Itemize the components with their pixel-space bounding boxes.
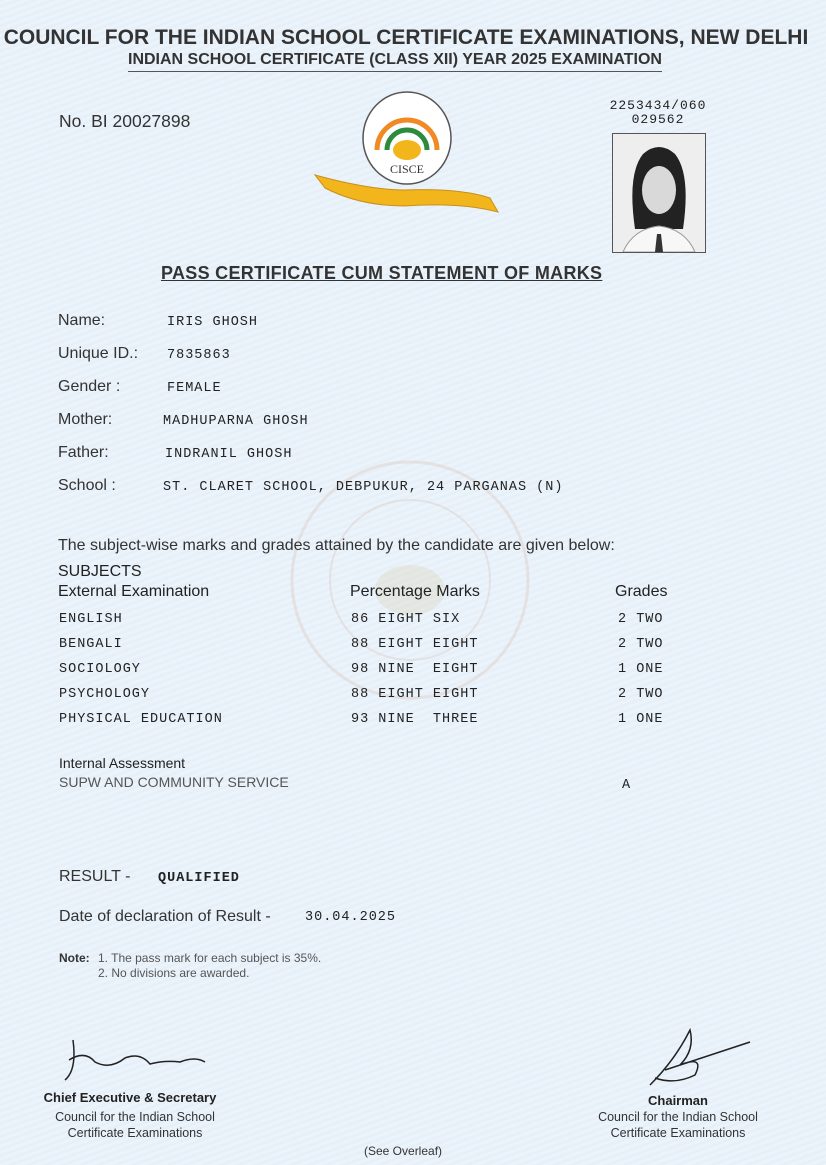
- secretary-signature: [55, 1030, 215, 1090]
- chairman-title: Chairman: [648, 1093, 708, 1108]
- subject-marks: 93 NINE THREE: [351, 712, 479, 727]
- see-overleaf: (See Overleaf): [364, 1144, 443, 1158]
- subject-grade: 2 TWO: [618, 612, 664, 627]
- subject-grade: 2 TWO: [618, 637, 664, 652]
- subject-marks: 86 EIGHT SIX: [351, 612, 461, 627]
- unique-id-value: 7835863: [167, 348, 231, 363]
- subject-name: SOCIOLOGY: [59, 662, 141, 677]
- mother-value: MADHUPARNA GHOSH: [163, 414, 309, 429]
- subject-marks: 98 NINE EIGHT: [351, 662, 479, 677]
- external-heading: External Examination: [58, 583, 210, 600]
- note-item: 1. The pass mark for each subject is 35%.: [98, 951, 322, 965]
- subject-name: BENGALI: [59, 637, 123, 652]
- chairman-org-line-2: Certificate Examinations: [610, 1126, 746, 1140]
- note-label: Note:: [59, 951, 90, 965]
- secretary-title: Chief Executive & Secretary: [43, 1090, 217, 1105]
- unique-id-label: Unique ID.:: [58, 345, 139, 362]
- secretary-org-line-1: Council for the Indian School: [55, 1110, 215, 1124]
- result-label: RESULT -: [59, 868, 131, 885]
- subject-name: PHYSICAL EDUCATION: [59, 712, 223, 727]
- father-value: INDRANIL GHOSH: [165, 447, 293, 462]
- gender-label: Gender :: [58, 378, 121, 395]
- note-item: 2. No divisions are awarded.: [98, 966, 250, 980]
- declaration-date: 30.04.2025: [305, 910, 397, 925]
- grades-heading: Grades: [615, 583, 668, 600]
- result-value: QUALIFIED: [158, 871, 240, 886]
- certificate-number: No. BI 20027898: [59, 111, 191, 131]
- internal-subject: SUPW AND COMMUNITY SERVICE: [59, 774, 289, 790]
- subject-grade: 1 ONE: [618, 712, 664, 727]
- svg-text:CISCE: CISCE: [389, 162, 425, 176]
- subject-name: PSYCHOLOGY: [59, 687, 151, 702]
- subject-grade: 1 ONE: [618, 662, 664, 677]
- secretary-org-line-2: Certificate Examinations: [67, 1126, 203, 1140]
- certificate-title: PASS CERTIFICATE CUM STATEMENT OF MARKS: [161, 263, 603, 283]
- school-label: School :: [58, 477, 116, 494]
- name-label: Name:: [58, 312, 106, 329]
- council-heading: COUNCIL FOR THE INDIAN SCHOOL CERTIFICATE EXAMINATIONS, NEW DELHI: [3, 26, 809, 49]
- subject-name: ENGLISH: [59, 612, 123, 627]
- reference-line-1: 2253434/060: [609, 98, 707, 113]
- exam-heading: INDIAN SCHOOL CERTIFICATE (CLASS XII) YEAR 2025 EXAMINATION: [128, 51, 662, 72]
- chairman-signature: [635, 1020, 755, 1095]
- school-value: ST. CLARET SCHOOL, DEBPUKUR, 24 PARGANAS (N): [163, 480, 564, 495]
- reference-line-2: 029562: [631, 112, 685, 127]
- marks-intro: The subject-wise marks and grades attained by the candidate are given below:: [58, 537, 615, 554]
- subjects-heading: SUBJECTS: [58, 563, 142, 580]
- mother-label: Mother:: [58, 411, 113, 428]
- subject-marks: 88 EIGHT EIGHT: [351, 637, 479, 652]
- name-value: IRIS GHOSH: [167, 315, 259, 330]
- subject-marks: 88 EIGHT EIGHT: [351, 687, 479, 702]
- cisce-logo: [310, 90, 500, 215]
- internal-heading: Internal Assessment: [59, 755, 186, 771]
- internal-grade: A: [622, 778, 632, 793]
- candidate-photo: [612, 133, 706, 253]
- chairman-org-line-1: Council for the Indian School: [598, 1110, 758, 1124]
- gender-value: FEMALE: [167, 381, 222, 396]
- subject-grade: 2 TWO: [618, 687, 664, 702]
- declaration-date-label: Date of declaration of Result -: [59, 908, 271, 925]
- father-label: Father:: [58, 444, 109, 461]
- reference-number: [600, 99, 716, 127]
- percentage-heading: Percentage Marks: [350, 583, 480, 600]
